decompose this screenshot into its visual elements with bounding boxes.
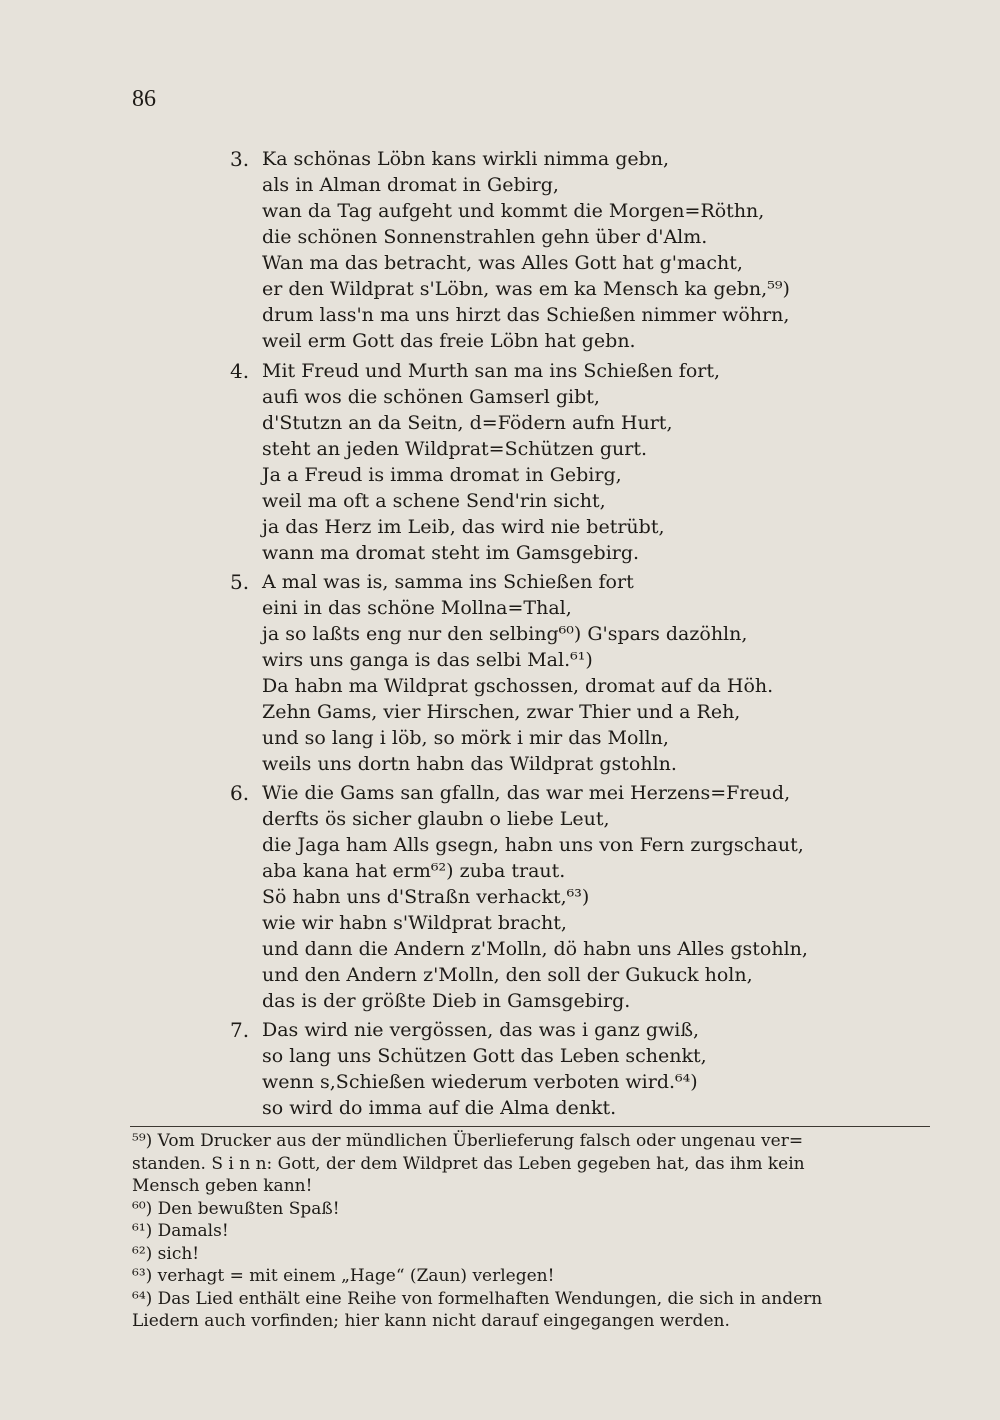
footnote-line: ⁶⁴) Das Lied enthält eine Reihe von formelhaften Wendungen, die sich in andern xyxy=(132,1288,823,1309)
verse-line: aba kana hat erm⁶²) zuba traut. xyxy=(262,860,566,882)
verse-line: das is der größte Dieb in Gamsgebirg. xyxy=(262,990,631,1012)
stanza-7 xyxy=(230,1017,870,1121)
verse-line: er den Wildprat s'Löbn, was em ka Mensch ka gebn,⁵⁹) xyxy=(262,278,790,300)
footnote-line: Mensch geben kann! xyxy=(132,1176,313,1196)
verse-line: so lang uns Schützen Gott das Leben schenkt, xyxy=(262,1045,707,1067)
verse-line: als in Alman dromat in Gebirg, xyxy=(262,174,559,196)
footnote-line: Liedern auch vorfinden; hier kann nicht darauf eingegangen werden. xyxy=(132,1311,730,1331)
verse-line: Da habn ma Wildprat gschossen, dromat auf da Höh. xyxy=(262,675,774,697)
verse-line: wan da Tag aufgeht und kommt die Morgen=Röthn, xyxy=(262,200,765,222)
footnote-line: standen. S i n n: Gott, der dem Wildpret das Leben gegeben hat, das ihm kein xyxy=(132,1153,805,1174)
footnote-line: ⁵⁹) Vom Drucker aus der mündlichen Überlieferung falsch oder ungenau ver= xyxy=(132,1131,804,1151)
verse-line: und den Andern z'Molln, den soll der Gukuck holn, xyxy=(262,964,753,986)
verse-line: und so lang i löb, so mörk i mir das Molln, xyxy=(262,727,669,749)
verse-line: aufi wos die schönen Gamserl gibt, xyxy=(262,386,600,408)
verse-line: weil ma oft a schene Send'rin sicht, xyxy=(262,490,606,512)
verse-line: Ja a Freud is imma dromat in Gebirg, xyxy=(262,464,622,486)
stanza-number: 5. xyxy=(230,570,250,594)
stanza-5 xyxy=(230,569,870,777)
verse-line: ja so laßts eng nur den selbing⁶⁰) G'spars dazöhln, xyxy=(262,623,748,645)
stanza-3 xyxy=(230,146,870,354)
footnote-divider xyxy=(130,1126,930,1127)
verse-line: Sö habn uns d'Straßn verhackt,⁶³) xyxy=(262,886,590,908)
verse-line: Wan ma das betracht, was Alles Gott hat g'macht, xyxy=(262,252,743,274)
stanza-number: 4. xyxy=(230,359,250,383)
verse-line: derfts ös sicher glaubn o liebe Leut, xyxy=(262,808,610,830)
verse-line: steht an jeden Wildprat=Schützen gurt. xyxy=(262,438,648,460)
stanza-number: 7. xyxy=(230,1018,250,1042)
verse-line: wirs uns ganga is das selbi Mal.⁶¹) xyxy=(262,649,593,671)
verse-line: d'Stutzn an da Seitn, d=Födern aufn Hurt, xyxy=(262,412,673,434)
verse-line: und dann die Andern z'Molln, dö habn uns Alles gstohln, xyxy=(262,938,808,960)
verse-line: ja das Herz im Leib, das wird nie betrübt, xyxy=(262,516,665,538)
verse-line: Ka schönas Löbn kans wirkli nimma gebn, xyxy=(262,148,670,170)
footnote-line: ⁶³) verhagt = mit einem „Hage“ (Zaun) verlegen! xyxy=(132,1266,555,1286)
footnote-line: ⁶²) sich! xyxy=(132,1243,200,1264)
stanza-4 xyxy=(230,358,870,566)
verse-line: wann ma dromat steht im Gamsgebirg. xyxy=(262,542,640,564)
verse-line: die Jaga ham Alls gsegn, habn uns von Fern zurgschaut, xyxy=(262,834,804,856)
footnote-line: ⁶¹) Damals! xyxy=(132,1221,229,1241)
stanza-number: 3. xyxy=(230,147,250,171)
verse-line: weils uns dortn habn das Wildprat gstohln. xyxy=(262,753,677,775)
verse-line: Das wird nie vergössen, das was i ganz gwiß, xyxy=(262,1019,700,1041)
page-number: 86 xyxy=(132,86,156,112)
verse-line: Wie die Gams san gfalln, das war mei Herzens=Freud, xyxy=(262,782,791,804)
footnote-line: ⁶⁰) Den bewußten Spaß! xyxy=(132,1198,340,1219)
verse-line: wenn s,Schießen wiederum verboten wird.⁶⁴) xyxy=(262,1071,698,1093)
stanza-6 xyxy=(230,780,870,1014)
verse-line: weil erm Gott das freie Löbn hat gebn. xyxy=(262,330,636,352)
verse-line: Zehn Gams, vier Hirschen, zwar Thier und a Reh, xyxy=(262,701,741,723)
verse-line: drum lass'n ma uns hirzt das Schießen nimmer wöhrn, xyxy=(262,304,790,326)
verse-line: eini in das schöne Mollna=Thal, xyxy=(262,597,572,619)
footnotes xyxy=(132,1130,932,1333)
verse-line: die schönen Sonnenstrahlen gehn über d'Alm. xyxy=(262,226,708,248)
stanza-number: 6. xyxy=(230,781,250,805)
verse-line: so wird do imma auf die Alma denkt. xyxy=(262,1097,617,1119)
verse-line: A mal was is, samma ins Schießen fort xyxy=(262,571,634,593)
verse-line: wie wir habn s'Wildprat bracht, xyxy=(262,912,567,934)
verse-line: Mit Freud und Murth san ma ins Schießen fort, xyxy=(262,360,721,382)
